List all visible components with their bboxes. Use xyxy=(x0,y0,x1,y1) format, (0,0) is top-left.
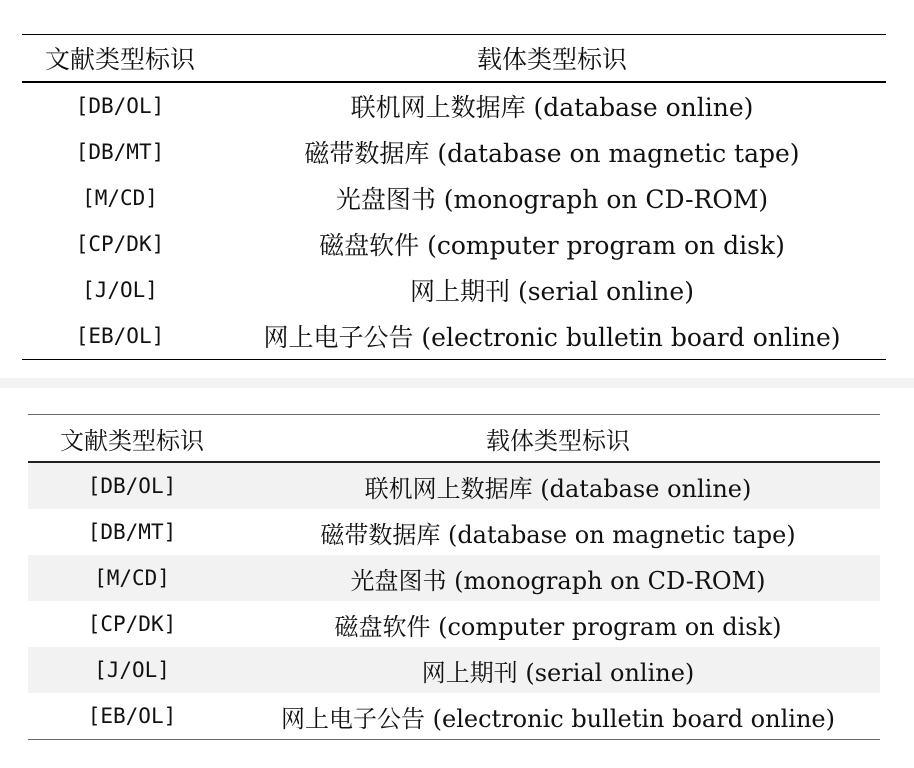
table-header-row xyxy=(28,415,880,463)
type-code-cell: [EB/OL] xyxy=(87,704,177,728)
table-row xyxy=(28,693,880,740)
carrier-description-cell: 光盘图书 (monograph on CD-ROM) xyxy=(236,555,880,601)
type-code-cell: [DB/MT] xyxy=(75,140,165,164)
table-row xyxy=(22,313,886,360)
column-header-document-type: 文献类型标识 xyxy=(28,415,236,463)
carrier-type-table-striped xyxy=(28,414,880,740)
table-row xyxy=(28,555,880,601)
type-code-cell: [J/OL] xyxy=(28,647,236,693)
table-row xyxy=(22,82,886,129)
carrier-description-cell: 磁盘软件 (computer program on disk) xyxy=(334,612,782,641)
carrier-description-cell: 联机网上数据库 (database online) xyxy=(350,93,754,122)
carrier-description-cell: 联机网上数据库 (database online) xyxy=(236,462,880,509)
carrier-type-table-booktabs xyxy=(22,34,886,360)
type-code-cell: [DB/OL] xyxy=(28,462,236,509)
table-row xyxy=(28,462,880,509)
type-code-cell: [DB/OL] xyxy=(75,94,165,118)
type-code-cell: [CP/DK] xyxy=(87,612,177,636)
table-header-row xyxy=(22,35,886,83)
table-row xyxy=(22,129,886,175)
bottom-table-panel xyxy=(0,388,914,768)
type-code-cell: [DB/MT] xyxy=(87,520,177,544)
column-header-document-type: 文献类型标识 xyxy=(22,35,218,83)
type-code-cell: [M/CD] xyxy=(82,186,158,210)
table-row xyxy=(28,647,880,693)
column-header-carrier-type: 载体类型标识 xyxy=(218,35,886,83)
carrier-description-cell: 网上期刊 (serial online) xyxy=(410,277,694,306)
type-code-cell: [CP/DK] xyxy=(75,232,165,256)
table-row xyxy=(22,175,886,221)
panel-divider xyxy=(0,378,914,388)
top-table-panel xyxy=(0,0,914,378)
column-header-carrier-type: 载体类型标识 xyxy=(236,415,880,463)
carrier-description-cell: 网上期刊 (serial online) xyxy=(236,647,880,693)
table-row xyxy=(28,601,880,647)
carrier-description-cell: 网上电子公告 (electronic bulletin board online) xyxy=(281,704,835,733)
carrier-description-cell: 磁带数据库 (database on magnetic tape) xyxy=(304,139,800,168)
type-code-cell: [J/OL] xyxy=(82,278,158,302)
type-code-cell: [EB/OL] xyxy=(75,324,165,348)
table-row xyxy=(28,509,880,555)
carrier-description-cell: 磁带数据库 (database on magnetic tape) xyxy=(320,520,796,549)
table-row xyxy=(22,267,886,313)
carrier-description-cell: 网上电子公告 (electronic bulletin board online) xyxy=(263,323,841,352)
carrier-description-cell: 磁盘软件 (computer program on disk) xyxy=(319,231,785,260)
carrier-description-cell: 光盘图书 (monograph on CD-ROM) xyxy=(335,185,769,214)
type-code-cell: [M/CD] xyxy=(28,555,236,601)
table-row xyxy=(22,221,886,267)
